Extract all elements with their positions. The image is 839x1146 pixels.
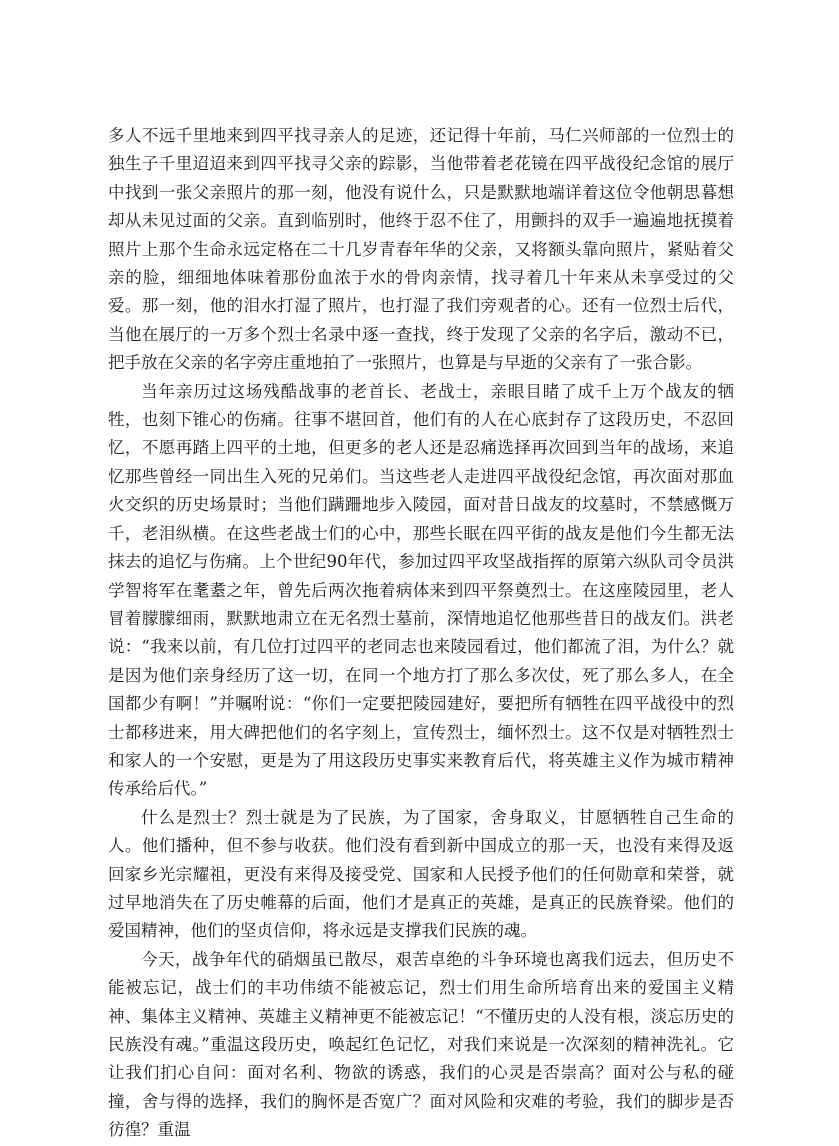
paragraph-4: 今天，战争年代的硝烟虽已散尽，艰苦卓绝的斗争环境也离我们远去，但历史不能被忘记，战士们的丰功伟绩不能被忘记，烈士们用生命所培育出来的爱国主义精神、集体主义精神、英雄主义精神更不能被忘记！“不懂历史的人没有根，淡忘历史的民族没有魂。”重温这段历史，唤起红色记忆，对我们来说是一次深刻的精神洗礼。它让我们扪心自问：面对名利、物欲的诱惑，我们的心灵是否崇高？面对公与私的碰撞，舍与得的选择，我们的胸怀是否宽广？面对风险和灾难的考验，我们的脚步是否彷徨？重温: [108, 949, 734, 1140]
paragraph-2: 当年亲历过这场残酷战事的老首长、老战士，亲眼目睹了成千上万个战友的牺牲，也刻下锥心的伤痛。往事不堪回首，他们有的人在心底封存了这段历史，不忍回忆，不愿再踏上四平的土地，但更多的老人还是忍痛选择再次回到当年的战场，来追忆那些曾经一同出生入死的兄弟们。当这些老人走进四平战役纪念馆，再次面对那血火交织的历史场景时；当他们蹒跚地步入陵园，面对昔日战友的坟墓时，不禁感慨万千，老泪纵横。在这些老战士们的心中，那些长眠在四平街的战友是他们今生都无法抹去的追忆与伤痛。上个世纪90年代，参加过四平攻坚战指挥的原第六纵队司令员洪学智将军在耄耋之年，曾先后两次拖着病体来到四平祭奠烈士。在这座陵园里，老人冒着朦朦细雨，默默地肃立在无名烈士墓前，深情地追忆他那些昔日的战友们。洪老说：“我来以前，有几位打过四平的老同志也来陵园看过，他们都流了泪，为什么？就是因为他们亲身经历了这一切，在同一个地方打了那么多次仗，死了那么多人，在全国都少有啊！”并嘱咐说：“你们一定要把陵园建好，要把所有牺牲在四平战役中的烈士都移进来，用大碑把他们的名字刻上，宣传烈士，缅怀烈士。这不仅是对牺牲烈士和家人的一个安慰，更是为了用这段历史事实来教育后代，将英雄主义作为城市精神传承给后代。”: [108, 381, 734, 799]
paragraph-1: 多人不远千里地来到四平找寻亲人的足迹，还记得十年前，马仁兴师部的一位烈士的独生子千里迢迢来到四平找寻父亲的踪影，当他带着老花镜在四平战役纪念馆的展厅中找到一张父亲照片的那一刻，他没有说什么，只是默默地端详着这位令他朝思暮想却从未见过面的父亲。直到临别时，他终于忍不住了，用颤抖的双手一遍遍地抚摸着照片上那个生命永远定格在二十几岁青春年华的父亲，又将额头靠向照片，紧贴着父亲的脸，细细地体味着那份血浓于水的骨肉亲情，找寻着几十年来从未享受过的父爱。那一刻，他的泪水打湿了照片，也打湿了我们旁观者的心。还有一位烈士后代，当他在展厅的一万多个烈士名录中逐一查找，终于发现了父亲的名字后，激动不已，把手放在父亲的名字旁庄重地拍了一张照片，也算是与早逝的父亲有了一张合影。: [108, 126, 734, 373]
document-page: [108, 122, 734, 1145]
paragraph-3: 什么是烈士？烈士就是为了民族，为了国家，舍身取义，甘愿牺牲自己生命的人。他们播种，但不参与收获。他们没有看到新中国成立的那一天，也没有来得及返回家乡光宗耀祖，更没有来得及接受党、国家和人民授予他们的任何勋章和荣誉，就过早地消失在了历史帷幕的后面，他们才是真正的英雄，是真正的民族脊梁。他们的爱国精神，他们的坚贞信仰，将永远是支撑我们民族的魂。: [108, 807, 734, 941]
